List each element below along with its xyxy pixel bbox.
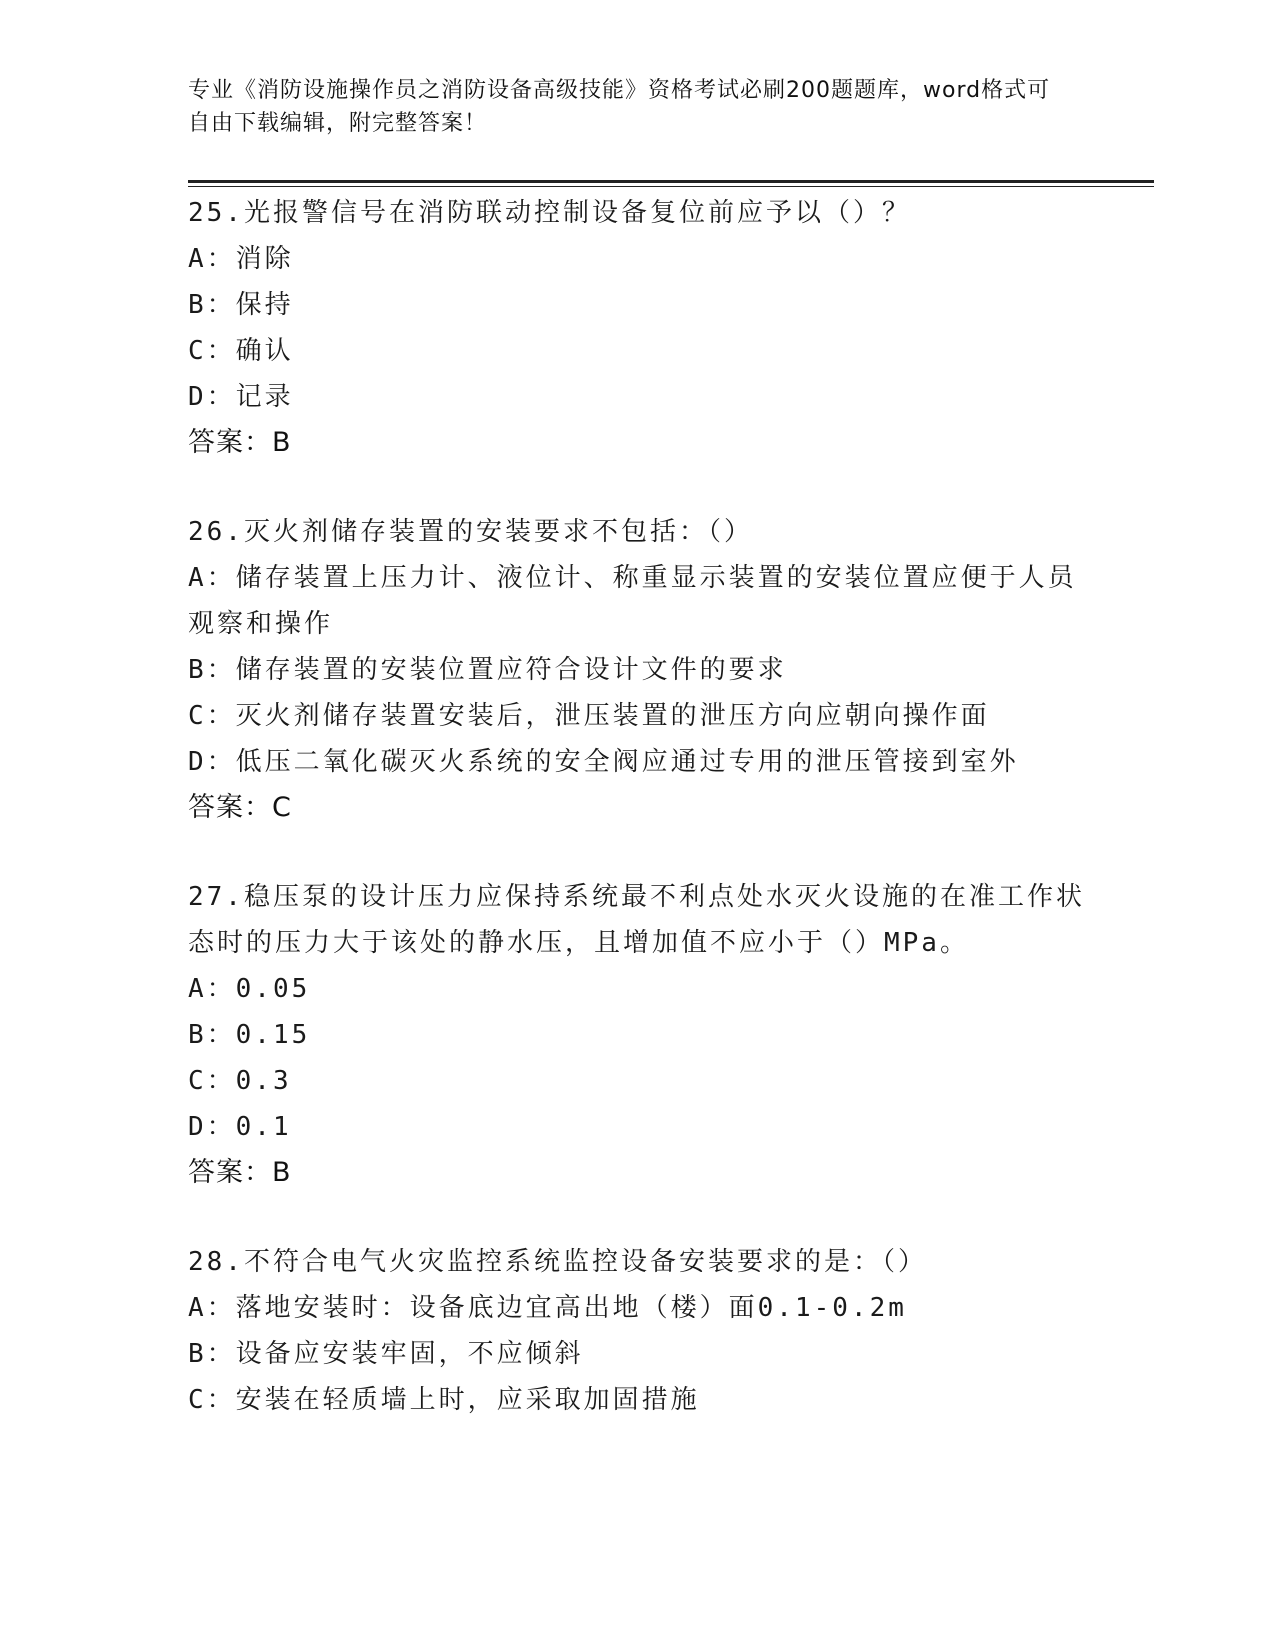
option-a: A：落地安装时：设备底边宜高出地（楼）面0.1-0.2m — [188, 1293, 907, 1323]
option-c: C：灭火剂储存装置安装后，泄压装置的泄压方向应朝向操作面 — [188, 701, 990, 731]
option-d: D：记录 — [188, 382, 294, 412]
question-stem: 27.稳压泵的设计压力应保持系统最不利点处水灭火设施的在准工作状态时的压力大于该处的静水压，且增加值不应小于（）MPa。 — [188, 882, 1085, 958]
option-c: C：0.3 — [188, 1066, 292, 1096]
option-d: D：0.1 — [188, 1112, 292, 1142]
question-stem: 26.灭火剂储存装置的安装要求不包括：（） — [188, 517, 753, 547]
question-spacer — [188, 1196, 1088, 1239]
option-c: C：安装在轻质墙上时，应采取加固措施 — [188, 1385, 700, 1415]
document-header: 专业《消防设施操作员之消防设备高级技能》资格考试必刷200题题库，word格式可自由下载编辑，附完整答案！ — [188, 78, 1051, 136]
option-b: B：0.15 — [188, 1020, 311, 1050]
option-d: D：低压二氧化碳灭火系统的安全阀应通过专用的泄压管接到室外 — [188, 747, 1019, 777]
header-divider-thick — [188, 180, 1154, 183]
question-list — [188, 190, 1088, 1423]
question-27 — [188, 874, 1088, 1196]
option-a: A：0.05 — [188, 974, 311, 1004]
header-divider-thin — [188, 186, 1154, 187]
question-25 — [188, 190, 1088, 466]
answer-line: 答案：C — [188, 792, 292, 823]
question-spacer — [188, 466, 1088, 509]
answer-line: 答案：B — [188, 1157, 292, 1188]
question-stem: 28.不符合电气火灾监控系统监控设备安装要求的是：（） — [188, 1247, 927, 1277]
option-b: B：设备应安装牢固，不应倾斜 — [188, 1339, 584, 1369]
option-b: B：储存装置的安装位置应符合设计文件的要求 — [188, 655, 787, 685]
option-b: B：保持 — [188, 290, 294, 320]
option-a: A：消除 — [188, 244, 294, 274]
option-c: C：确认 — [188, 336, 294, 366]
answer-line: 答案：B — [188, 427, 292, 458]
question-28 — [188, 1239, 1088, 1423]
question-spacer — [188, 831, 1088, 874]
option-a: A：储存装置上压力计、液位计、称重显示装置的安装位置应便于人员观察和操作 — [188, 563, 1077, 639]
question-stem: 25.光报警信号在消防联动控制设备复位前应予以（）？ — [188, 198, 911, 228]
question-26 — [188, 509, 1088, 831]
